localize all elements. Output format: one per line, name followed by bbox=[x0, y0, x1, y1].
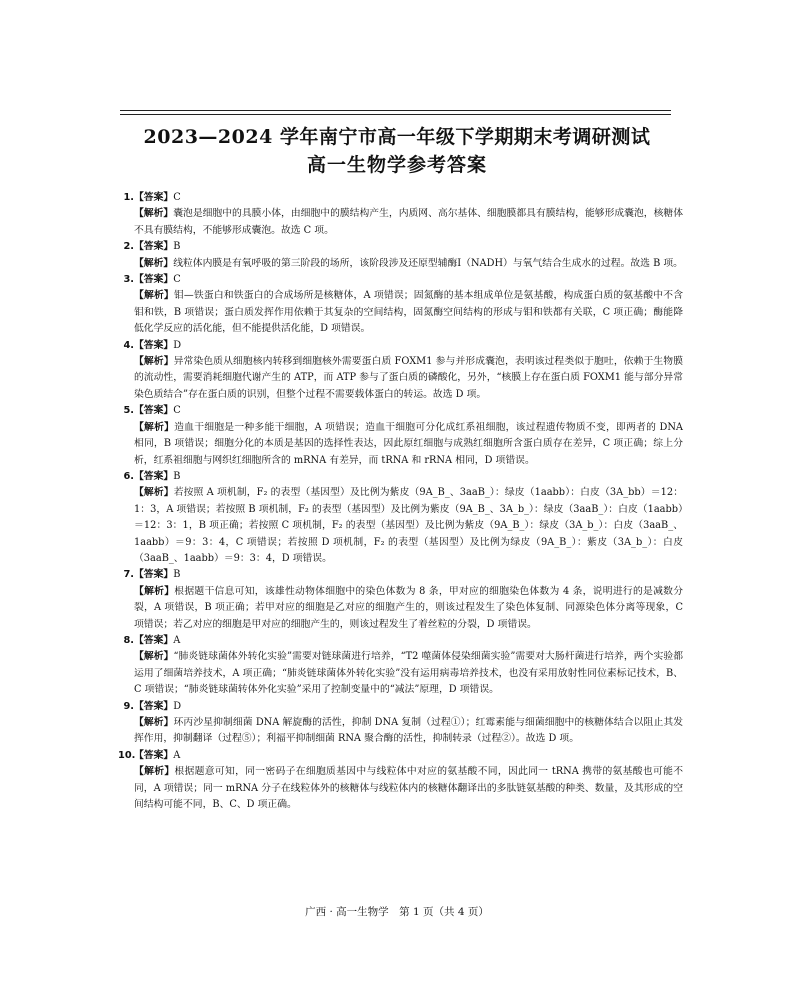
answer-label: 【答案】 bbox=[134, 192, 174, 203]
header-rule-thick bbox=[120, 110, 671, 111]
explanation-paragraph bbox=[118, 584, 683, 633]
answer-line bbox=[118, 272, 683, 288]
explanation-text: “肺炎链球菌体外转化实验”需要对链球菌进行培养，“T2 噬菌体侵染细菌实验”需要对大肠杆菌进行培养，两个实验都运用了细菌培养技术，A 项正确；“肺炎链球菌体外转化实验”没有运用病毒培养技术，也没有采用放射性同位素标记技术，B、C 项错误；“肺炎链球菌转体外化实验”采用了控制变量中的“减法”原理，D 项错误。 bbox=[134, 651, 683, 696]
explanation-label: 【解析】 bbox=[134, 290, 174, 302]
explanation-paragraph bbox=[118, 649, 683, 698]
answer-value: A bbox=[173, 749, 181, 761]
answer-value: A bbox=[173, 634, 181, 646]
answer-line bbox=[118, 748, 683, 764]
question-number: 8. bbox=[123, 634, 134, 646]
answer-line bbox=[118, 239, 683, 255]
explanation-label: 【解析】 bbox=[134, 356, 174, 368]
question-number: 3. bbox=[123, 274, 134, 286]
explanation-label: 【解析】 bbox=[134, 421, 175, 433]
explanation-text: 造血干细胞是一种多能干细胞，A 项错误；造血干细胞可分化成红系祖细胞，该过程遗传物质不变，即两者的 DNA 相同，B 项错误；细胞分化的本质是基因的选择性表达，因此原红细胞与成熟红细胞所含蛋白质存在差异，C 项正确；综上分析，红系祖细胞与网织红细胞所含的 mRNA 有差异，而 tRNA 和 rRNA 相同，D 项错误。 bbox=[134, 421, 683, 466]
question-number: 6. bbox=[123, 470, 134, 482]
answer-line bbox=[118, 633, 683, 649]
question-number: 9. bbox=[123, 700, 134, 712]
explanation-paragraph bbox=[118, 485, 683, 567]
answer-value: C bbox=[173, 274, 181, 286]
answer-line bbox=[118, 567, 683, 583]
answer-item bbox=[118, 633, 683, 699]
answer-label: 【答案】 bbox=[134, 634, 174, 646]
exam-title: 2023—2024 学年南宁市高一年级下学期期末考调研测试 bbox=[143, 126, 651, 148]
explanation-label: 【解析】 bbox=[134, 651, 174, 663]
explanation-label: 【解析】 bbox=[134, 208, 174, 220]
answer-line bbox=[118, 469, 683, 485]
explanation-label: 【解析】 bbox=[134, 766, 175, 778]
answer-item bbox=[118, 699, 683, 748]
answer-line bbox=[118, 338, 683, 354]
answer-value: B bbox=[173, 241, 181, 253]
explanation-paragraph bbox=[118, 354, 683, 403]
answer-value: D bbox=[173, 339, 182, 351]
answer-item bbox=[118, 239, 683, 272]
explanation-paragraph bbox=[118, 206, 683, 239]
question-number: 2. bbox=[123, 241, 134, 253]
explanation-paragraph bbox=[118, 764, 683, 813]
answer-item bbox=[118, 567, 683, 633]
answer-value: B bbox=[173, 569, 181, 581]
answer-value: C bbox=[173, 405, 181, 417]
question-number: 7. bbox=[123, 569, 134, 581]
answer-line bbox=[118, 190, 683, 206]
explanation-text: 根据题干信息可知，该雄性动物体细胞中的染色体数为 8 条，甲对应的细胞染色体数为 4 条，说明进行的是减数分裂，A 项错误，B 项正确；若甲对应的细胞是乙对应的细胞产生的，则该过程发生了染色体复制、同源染色体分离等现象，C 项错误；若乙对应的细胞是甲对应的细胞产生的，则该过程发生了着丝粒的分裂，D 项错误。 bbox=[134, 585, 683, 630]
explanation-text: 钼—铁蛋白和铁蛋白的合成场所是核糖体，A 项错误；固氮酶的基本组成单位是氨基酸，构成蛋白质的氨基酸中不含钼和铁，B 项错误；蛋白质发挥作用依赖于其复杂的空间结构，固氮酶空间结构的形成与钼和铁都有关联，C 项正确；酶能降低化学反应的活化能，但不能提供活化能，D 项错误。 bbox=[134, 290, 683, 335]
explanation-paragraph bbox=[118, 715, 683, 748]
answer-label: 【答案】 bbox=[134, 274, 174, 286]
answer-value: D bbox=[173, 700, 182, 712]
question-number: 1. bbox=[123, 192, 134, 203]
explanation-text: 线粒体内膜是有氧呼吸的第三阶段的场所，该阶段涉及还原型辅酶Ⅰ（NADH）与氧气结合生成水的过程。故选 B 项。 bbox=[173, 257, 683, 269]
answer-key-subtitle: 高一生物学参考答案 bbox=[306, 154, 487, 176]
answer-line bbox=[118, 403, 683, 419]
answer-item bbox=[118, 403, 683, 469]
question-number: 10. bbox=[118, 749, 136, 761]
header-rule-thin bbox=[120, 114, 671, 115]
answer-label: 【答案】 bbox=[134, 241, 174, 253]
answer-list bbox=[118, 190, 683, 813]
answer-label: 【答案】 bbox=[134, 569, 174, 581]
explanation-label: 【解析】 bbox=[134, 585, 175, 597]
explanation-paragraph bbox=[118, 256, 683, 272]
answer-item bbox=[118, 748, 683, 814]
answer-label: 【答案】 bbox=[134, 700, 174, 712]
answer-label: 【答案】 bbox=[134, 339, 174, 351]
question-number: 5. bbox=[123, 405, 134, 417]
answer-line bbox=[118, 699, 683, 715]
explanation-paragraph bbox=[118, 288, 683, 337]
explanation-paragraph bbox=[118, 420, 683, 469]
answer-value: B bbox=[173, 470, 181, 482]
page-footer: 广西 · 高一生物学 第 1 页（共 4 页） bbox=[305, 906, 489, 918]
answer-item bbox=[118, 190, 683, 239]
explanation-label: 【解析】 bbox=[134, 487, 174, 499]
explanation-text: 囊泡是细胞中的具膜小体，由细胞中的膜结构产生，内质网、高尔基体、细胞膜都具有膜结构，能够形成囊泡，核糖体不具有膜结构，不能够形成囊泡。故选 C 项。 bbox=[134, 208, 684, 236]
explanation-label: 【解析】 bbox=[134, 717, 174, 728]
question-number: 4. bbox=[123, 339, 134, 351]
answer-item bbox=[118, 469, 683, 567]
explanation-label: 【解析】 bbox=[134, 257, 174, 269]
answer-label: 【答案】 bbox=[134, 749, 174, 761]
answer-label: 【答案】 bbox=[134, 405, 174, 417]
explanation-text: 根据题意可知，同一密码子在细胞质基因中与线粒体中对应的氨基酸不同，因此同一 tRNA 携带的氨基酸也可能不同，A 项错误；同一 mRNA 分子在线粒体外的核糖体与线粒体内的核糖体翻译出的多肽链氨基酸的种类、数量，及其形成的空间结构可能不同，B、C、D 项正确。 bbox=[134, 766, 683, 811]
explanation-text: 环丙沙星抑制细菌 DNA 解旋酶的活性，抑制 DNA 复制（过程①）；红霉素能与细菌细胞中的核糖体结合以阻止其发挥作用，抑制翻译（过程⑤）；利福平抑制细菌 RNA 聚合酶的活性，抑制转录（过程②）。故选 D 项。 bbox=[134, 717, 684, 745]
answer-item bbox=[118, 272, 683, 338]
answer-label: 【答案】 bbox=[134, 470, 174, 482]
answer-value: C bbox=[173, 192, 181, 203]
explanation-text: 若按照 A 项机制，F₂ 的表型（基因型）及比例为紫皮（9A_B_、3aaB_）：绿皮（1aabb）：白皮（3A_bb）＝12：1：3，A 项错误；若按照 B 项机制，F₂ 的表型（基因型）及比例为紫皮（9A_B_、3A_b_）：绿皮（3aaB_）：白皮（1aabb）＝12：3：1，B 项正确；若按照 C 项机制，F₂ 的表型（基因型）及比例为紫皮（9A_B_）：绿皮（3A_b_）：白皮（3aaB_、1aabb）＝9：3：4，C 项错误；若按照 D 项机制，F₂ 的表型（基因型）及比例为绿皮（9A_B_）：紫皮（3A_b_）：白皮（3aaB_、1aabb）＝9：3：4，D 项错误。 bbox=[134, 487, 683, 564]
explanation-text: 异常染色质从细胞核内转移到细胞核外需要蛋白质 FOXM1 参与并形成囊泡，表明该过程类似于胞吐，依赖于生物膜的流动性，需要消耗细胞代谢产生的 ATP，而 ATP 参与了蛋白质的磷酸化，另外，“核膜上存在蛋白质 FOXM1 能与部分异常染色质结合”存在蛋白质的识别，但整个过程不需要载体蛋白的转运。故选 D 项。 bbox=[134, 356, 684, 400]
answer-item bbox=[118, 338, 683, 404]
